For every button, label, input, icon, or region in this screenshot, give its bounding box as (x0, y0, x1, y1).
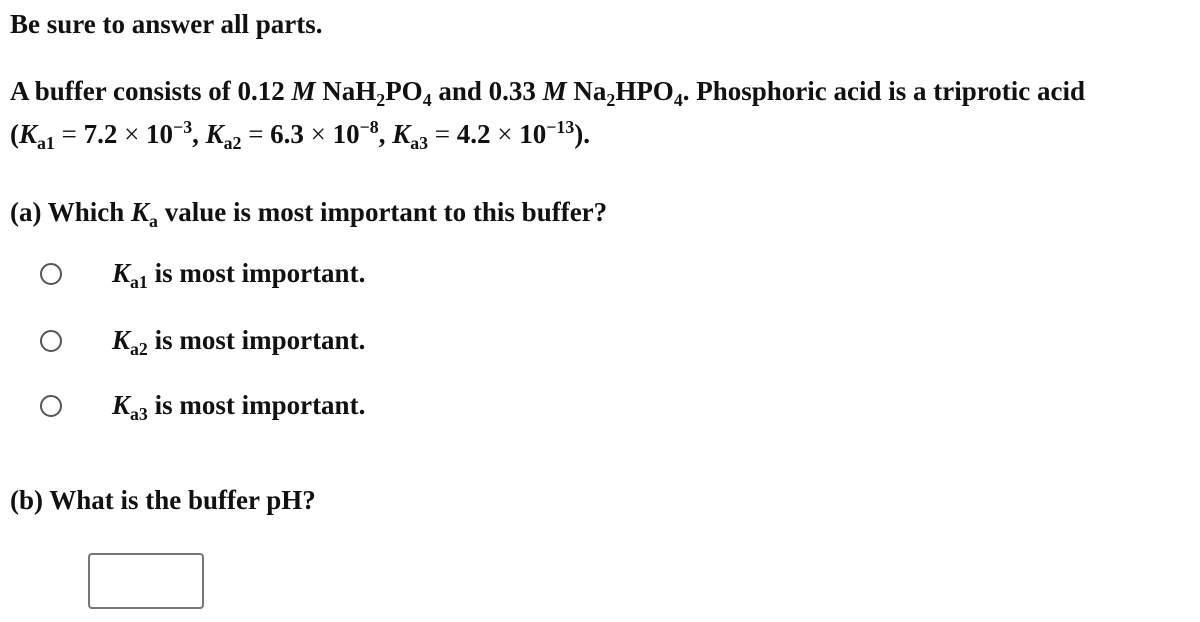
part-a-question: (a) Which $K_a$ value is most important to this buffer? (10, 197, 608, 231)
instructions-text: Be sure to answer all parts. (10, 9, 323, 39)
option-ka2-radio[interactable] (40, 330, 62, 352)
problem-statement-line-1: A buffer consists of 0.12 M $NaH_2PO_4$ and 0.33 M $Na_2HPO_4$. Phosphoric acid is a triprotic acid (10, 76, 1085, 110)
option-ka2[interactable] (40, 324, 366, 359)
option-ka3-label: $K_{a3}$ is most important. (112, 390, 366, 424)
option-ka3-radio[interactable] (40, 395, 62, 417)
problem-statement-line-2: ($K_{a1} = 7.2 \times 10^{-3}$, $K_{a2} = 6.3 \times 10^{-8}$, $K_{a3} = 4.2 \times 10^{-13}$). (10, 117, 590, 153)
ph-answer-input[interactable] (88, 553, 204, 609)
option-ka1[interactable] (40, 257, 366, 292)
option-ka2-label: $K_{a2}$ is most important. (112, 325, 366, 359)
option-ka1-radio[interactable] (40, 263, 62, 285)
part-b-question: (b) What is the buffer pH? (10, 485, 316, 515)
option-ka1-label: $K_{a1}$ is most important. (112, 258, 366, 292)
option-ka3[interactable] (40, 389, 366, 424)
